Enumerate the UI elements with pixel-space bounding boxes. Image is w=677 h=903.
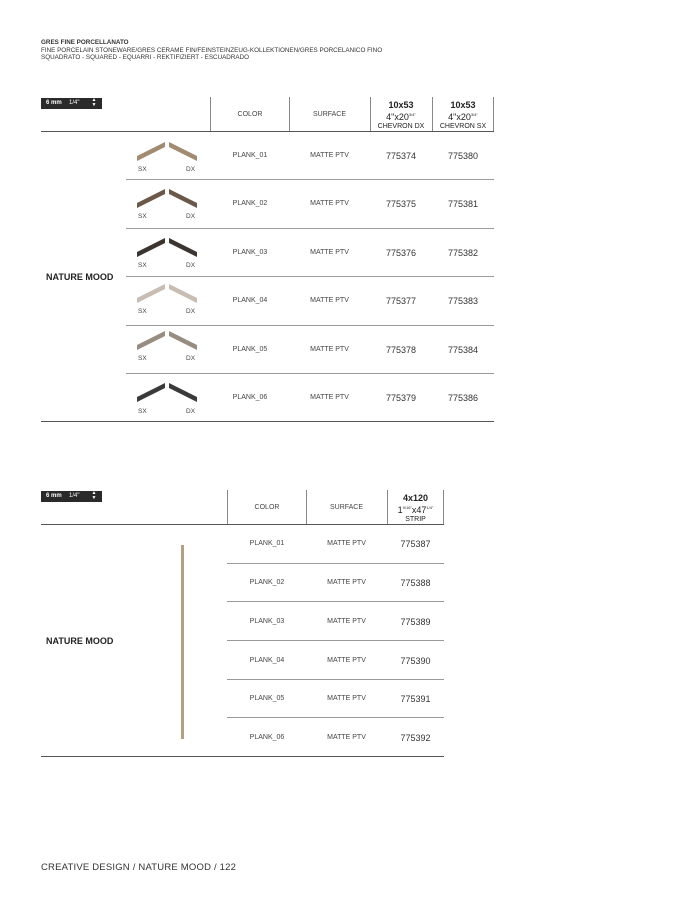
- code-sx-cell: 775386: [447, 393, 479, 403]
- row-separator: [126, 373, 494, 374]
- code-dx-cell: 775375: [385, 199, 417, 209]
- chevron-swatch: [135, 236, 199, 262]
- surface-cell: MATTE PTV: [310, 297, 349, 304]
- chevron-swatch: [135, 381, 199, 407]
- surface-cell: MATTE PTV: [310, 346, 349, 353]
- surface-cell: MATTE PTV: [310, 249, 349, 256]
- size-strip: 4x120: [402, 493, 429, 503]
- surface-cell: MATTE PTV: [327, 657, 366, 664]
- code-cell: 775389: [400, 617, 431, 627]
- surface-cell: MATTE PTV: [310, 200, 349, 207]
- size-dx-name: CHEVRON DX: [377, 123, 425, 130]
- thickness-mm: 6 mm: [46, 493, 62, 499]
- color-cell: PLANK_04: [232, 297, 268, 304]
- group-label: NATURE MOOD: [46, 272, 114, 282]
- color-cell: PLANK_05: [249, 695, 285, 702]
- color-cell: PLANK_03: [249, 618, 285, 625]
- color-cell: PLANK_02: [232, 200, 268, 207]
- size-strip-inch: [387, 503, 444, 515]
- size-sx-inch-main: 4"x20: [448, 112, 471, 122]
- color-cell: PLANK_03: [232, 249, 268, 256]
- dx-label: DX: [186, 213, 196, 220]
- color-cell: PLANK_01: [232, 152, 268, 159]
- code-sx-cell: 775384: [447, 345, 479, 355]
- header-rule: [41, 131, 494, 132]
- row-separator: [126, 325, 494, 326]
- color-cell: PLANK_06: [249, 734, 285, 741]
- thickness-inch: 1/4": [69, 493, 80, 499]
- row-separator: [227, 717, 444, 718]
- code-sx-cell: 775381: [447, 199, 479, 209]
- code-sx-cell: 775382: [447, 248, 479, 258]
- height-arrow-icon: ▲ ▼: [91, 97, 97, 108]
- size-header-dx: [370, 100, 432, 131]
- group-label: NATURE MOOD: [46, 636, 114, 646]
- sx-label: SX: [138, 213, 147, 220]
- chevron-swatch: [135, 329, 199, 355]
- header-line1: FINE PORCELAIN STONEWARE/GRES CERAME FIN/FEINSTEINZEUG-KOLLEKTIONEN/GRES PORCELANICO FINO: [41, 46, 383, 54]
- thickness-badge: [41, 491, 102, 502]
- height-arrow-icon: ▲ ▼: [91, 490, 97, 501]
- header-rule: [41, 524, 444, 525]
- sx-label: SX: [138, 166, 147, 173]
- strip-swatch: [181, 545, 184, 739]
- code-cell: 775390: [400, 656, 431, 666]
- dx-label: DX: [186, 308, 196, 315]
- size-sx-inch: [432, 110, 494, 122]
- dx-label: DX: [186, 408, 196, 415]
- col-color-header: COLOR: [237, 111, 263, 118]
- size-dx-inch: [370, 110, 432, 122]
- row-separator: [126, 276, 494, 277]
- col-color-header: COLOR: [254, 504, 280, 511]
- surface-cell: MATTE PTV: [327, 579, 366, 586]
- color-cell: PLANK_05: [232, 346, 268, 353]
- size-sx-name: CHEVRON SX: [439, 123, 487, 130]
- size-strip-inch-b: x47: [411, 505, 427, 515]
- surface-cell: MATTE PTV: [327, 695, 366, 702]
- code-cell: 775387: [400, 539, 431, 549]
- sx-label: SX: [138, 355, 147, 362]
- size-sx: 10x53: [450, 100, 476, 110]
- table-bottom-rule: [41, 421, 494, 422]
- sx-label: SX: [138, 308, 147, 315]
- code-cell: 775391: [400, 694, 431, 704]
- code-dx-cell: 775376: [385, 248, 417, 258]
- col-surface-header: SURFACE: [329, 504, 364, 511]
- code-dx-cell: 775374: [385, 151, 417, 161]
- size-strip-inch-b-frac: 1/4": [426, 505, 434, 510]
- table-bottom-rule: [41, 756, 444, 757]
- code-sx-cell: 775380: [447, 151, 479, 161]
- surface-cell: MATTE PTV: [327, 734, 366, 741]
- size-dx-inch-frac: 3/4": [408, 112, 416, 117]
- surface-cell: MATTE PTV: [327, 540, 366, 547]
- code-cell: 775388: [400, 578, 431, 588]
- dx-label: DX: [186, 355, 196, 362]
- col-surface-header: SURFACE: [312, 111, 347, 118]
- page-footer: CREATIVE DESIGN / NATURE MOOD / 122: [41, 862, 237, 873]
- row-separator: [126, 228, 494, 229]
- row-separator: [227, 640, 444, 641]
- chevron-swatch: [135, 187, 199, 213]
- size-header-strip: [387, 493, 444, 524]
- chevron-swatch: [135, 282, 199, 308]
- row-separator: [227, 601, 444, 602]
- code-dx-cell: 775378: [385, 345, 417, 355]
- sx-label: SX: [138, 408, 147, 415]
- surface-cell: MATTE PTV: [310, 394, 349, 401]
- sx-label: SX: [138, 262, 147, 269]
- header-title: GRES FINE PORCELLANATO: [41, 39, 129, 46]
- size-dx: 10x53: [388, 100, 414, 110]
- dx-label: DX: [186, 262, 196, 269]
- chevron-swatch: [135, 140, 199, 166]
- color-cell: PLANK_06: [232, 394, 268, 401]
- color-cell: PLANK_02: [249, 579, 285, 586]
- size-strip-name: STRIP: [405, 516, 426, 523]
- thickness-inch: 1/4": [69, 100, 80, 106]
- thickness-badge: [41, 98, 102, 109]
- surface-cell: MATTE PTV: [310, 152, 349, 159]
- code-sx-cell: 775383: [447, 296, 479, 306]
- header-line2: SQUADRATO - SQUARED - EQUARRI - REKTIFIZIERT - ESCUADRADO: [41, 54, 250, 62]
- size-sx-inch-frac: 3/4": [470, 112, 478, 117]
- surface-cell: MATTE PTV: [327, 618, 366, 625]
- size-strip-inch-a-frac: 9/16": [402, 505, 412, 510]
- row-separator: [227, 679, 444, 680]
- dx-label: DX: [186, 166, 196, 173]
- row-separator: [126, 179, 494, 180]
- page-header: [41, 39, 382, 62]
- size-header-sx: [432, 100, 494, 131]
- code-dx-cell: 775379: [385, 393, 417, 403]
- thickness-mm: 6 mm: [46, 100, 62, 106]
- color-cell: PLANK_01: [249, 540, 285, 547]
- size-strip-inch-a: 1: [397, 505, 403, 515]
- size-dx-inch-main: 4"x20: [386, 112, 409, 122]
- code-dx-cell: 775377: [385, 296, 417, 306]
- row-separator: [227, 563, 444, 564]
- color-cell: PLANK_04: [249, 657, 285, 664]
- code-cell: 775392: [400, 733, 431, 743]
